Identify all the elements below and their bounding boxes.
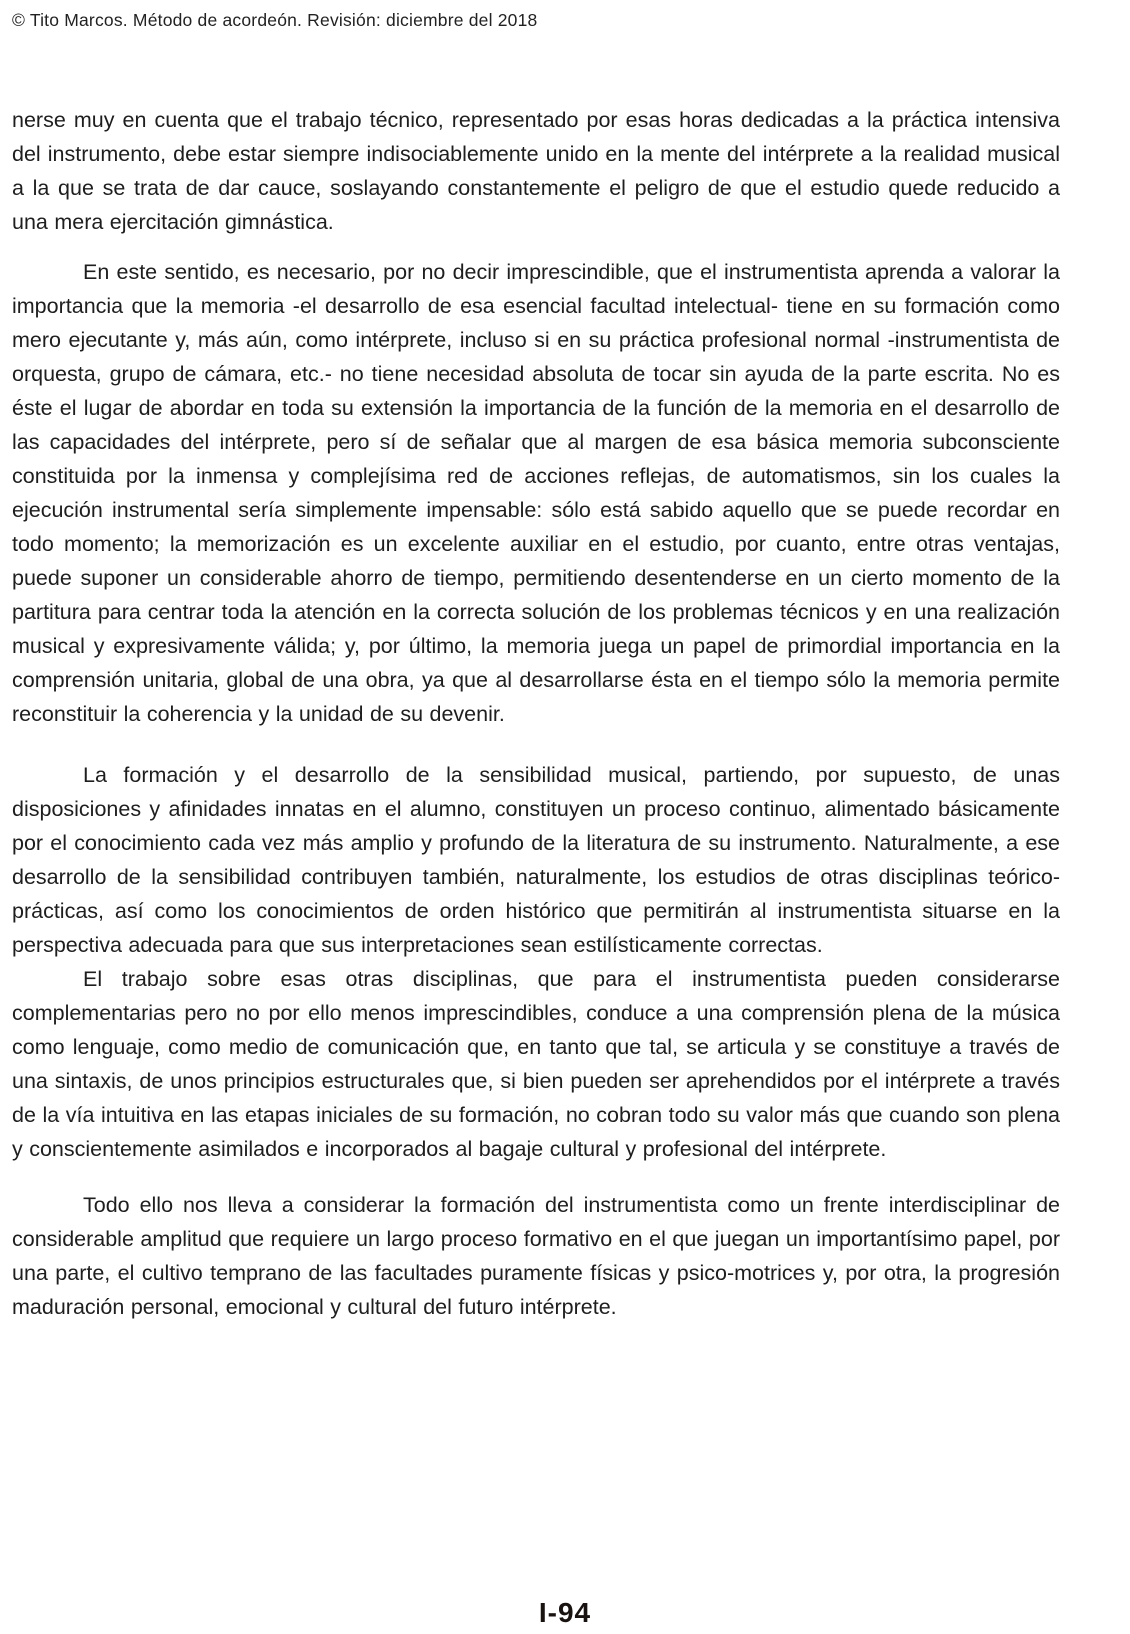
body-paragraph: Todo ello nos lleva a considerar la formación del instrumentista como un frente interdisciplinar de considerable amplitud que requiere un largo proceso formativo en el que juegan un importantísimo papel, por una parte, el cultivo temprano de las facultades puramente físicas y psico-motrices y, por otra, la progresión maduración personal, emocional y cultural del futuro intérprete. (12, 1193, 1060, 1319)
body-paragraph: La formación y el desarrollo de la sensibilidad musical, partiendo, por supuesto, de unas disposiciones y afinidades innatas en el alumno, constituyen un proceso continuo, alimentado básicamente por el conocimiento cada vez más amplio y profundo de la literatura de su instrumento. Naturalmente, a ese desarrollo de la sensibilidad contribuyen también, naturalmente, los estudios de otras disciplinas teórico-prácticas, así como los conocimientos de orden histórico que permitirán al instrumentista situarse en la perspectiva adecuada para que sus interpretaciones sean estilísticamente correctas. (12, 763, 1060, 957)
body-paragraph: nerse muy en cuenta que el trabajo técnico, representado por esas horas dedicadas a la práctica intensiva del instrumento, debe estar siempre indisociablemente unido en la mente del intérprete a la realidad musical a la que se trata de dar cauce, soslayando constantemente el peligro de que el estudio quede reducido a una mera ejercitación gimnástica. (12, 108, 1060, 234)
page-number: I-94 (538, 1597, 592, 1628)
body-paragraph: En este sentido, es necesario, por no decir imprescindible, que el instrumentista aprenda a valorar la importancia que la memoria -el desarrollo de esa esencial facultad intelectual- tiene en su formación como mero ejecutante y, más aún, como intérprete, incluso si en su práctica profesional normal -instrumentista de orquesta, grupo de cámara, etc.- no tiene necesidad absoluta de tocar sin ayuda de la parte escrita. No es éste el lugar de abordar en toda su extensión la importancia de la función de la memoria en el desarrollo de las capacidades del intérprete, pero sí de señalar que al margen de esa básica memoria subconsciente constituida por la inmensa y complejísima red de acciones reflejas, de automatismos, sin los cuales la ejecución instrumental sería simplemente impensable: sólo está sabido aquello que se puede recordar en todo momento; la memorización es un excelente auxiliar en el estudio, por cuanto, entre otras ventajas, puede suponer un considerable ahorro de tiempo, permitiendo desentenderse en un cierto momento de la partitura para centrar toda la atención en la correcta solución de los problemas técnicos y en una realización musical y expresivamente válida; y, por último, la memoria juega un papel de primordial importancia en la comprensión unitaria, global de una obra, ya que al desarrollarse ésta en el tiempo sólo la memoria permite reconstituir la coherencia y la unidad de su devenir. (12, 260, 1060, 726)
body-paragraph: El trabajo sobre esas otras disciplinas, que para el instrumentista pueden considerarse complementarias pero no por ello menos imprescindibles, conduce a una comprensión plena de la música como lenguaje, como medio de comunicación que, en tanto que tal, se articula y se constituye a través de una sintaxis, de unos principios estructurales que, si bien pueden ser aprehendidos por el intérprete a través de la vía intuitiva en las etapas iniciales de su formación, no cobran todo su valor más que cuando son plena y conscientemente asimilados e incorporados al bagaje cultural y profesional del intérprete. (12, 967, 1060, 1161)
page-body (12, 103, 1060, 1324)
copyright-header: © Tito Marcos. Método de acordeón. Revisión: diciembre del 2018 (12, 10, 538, 30)
